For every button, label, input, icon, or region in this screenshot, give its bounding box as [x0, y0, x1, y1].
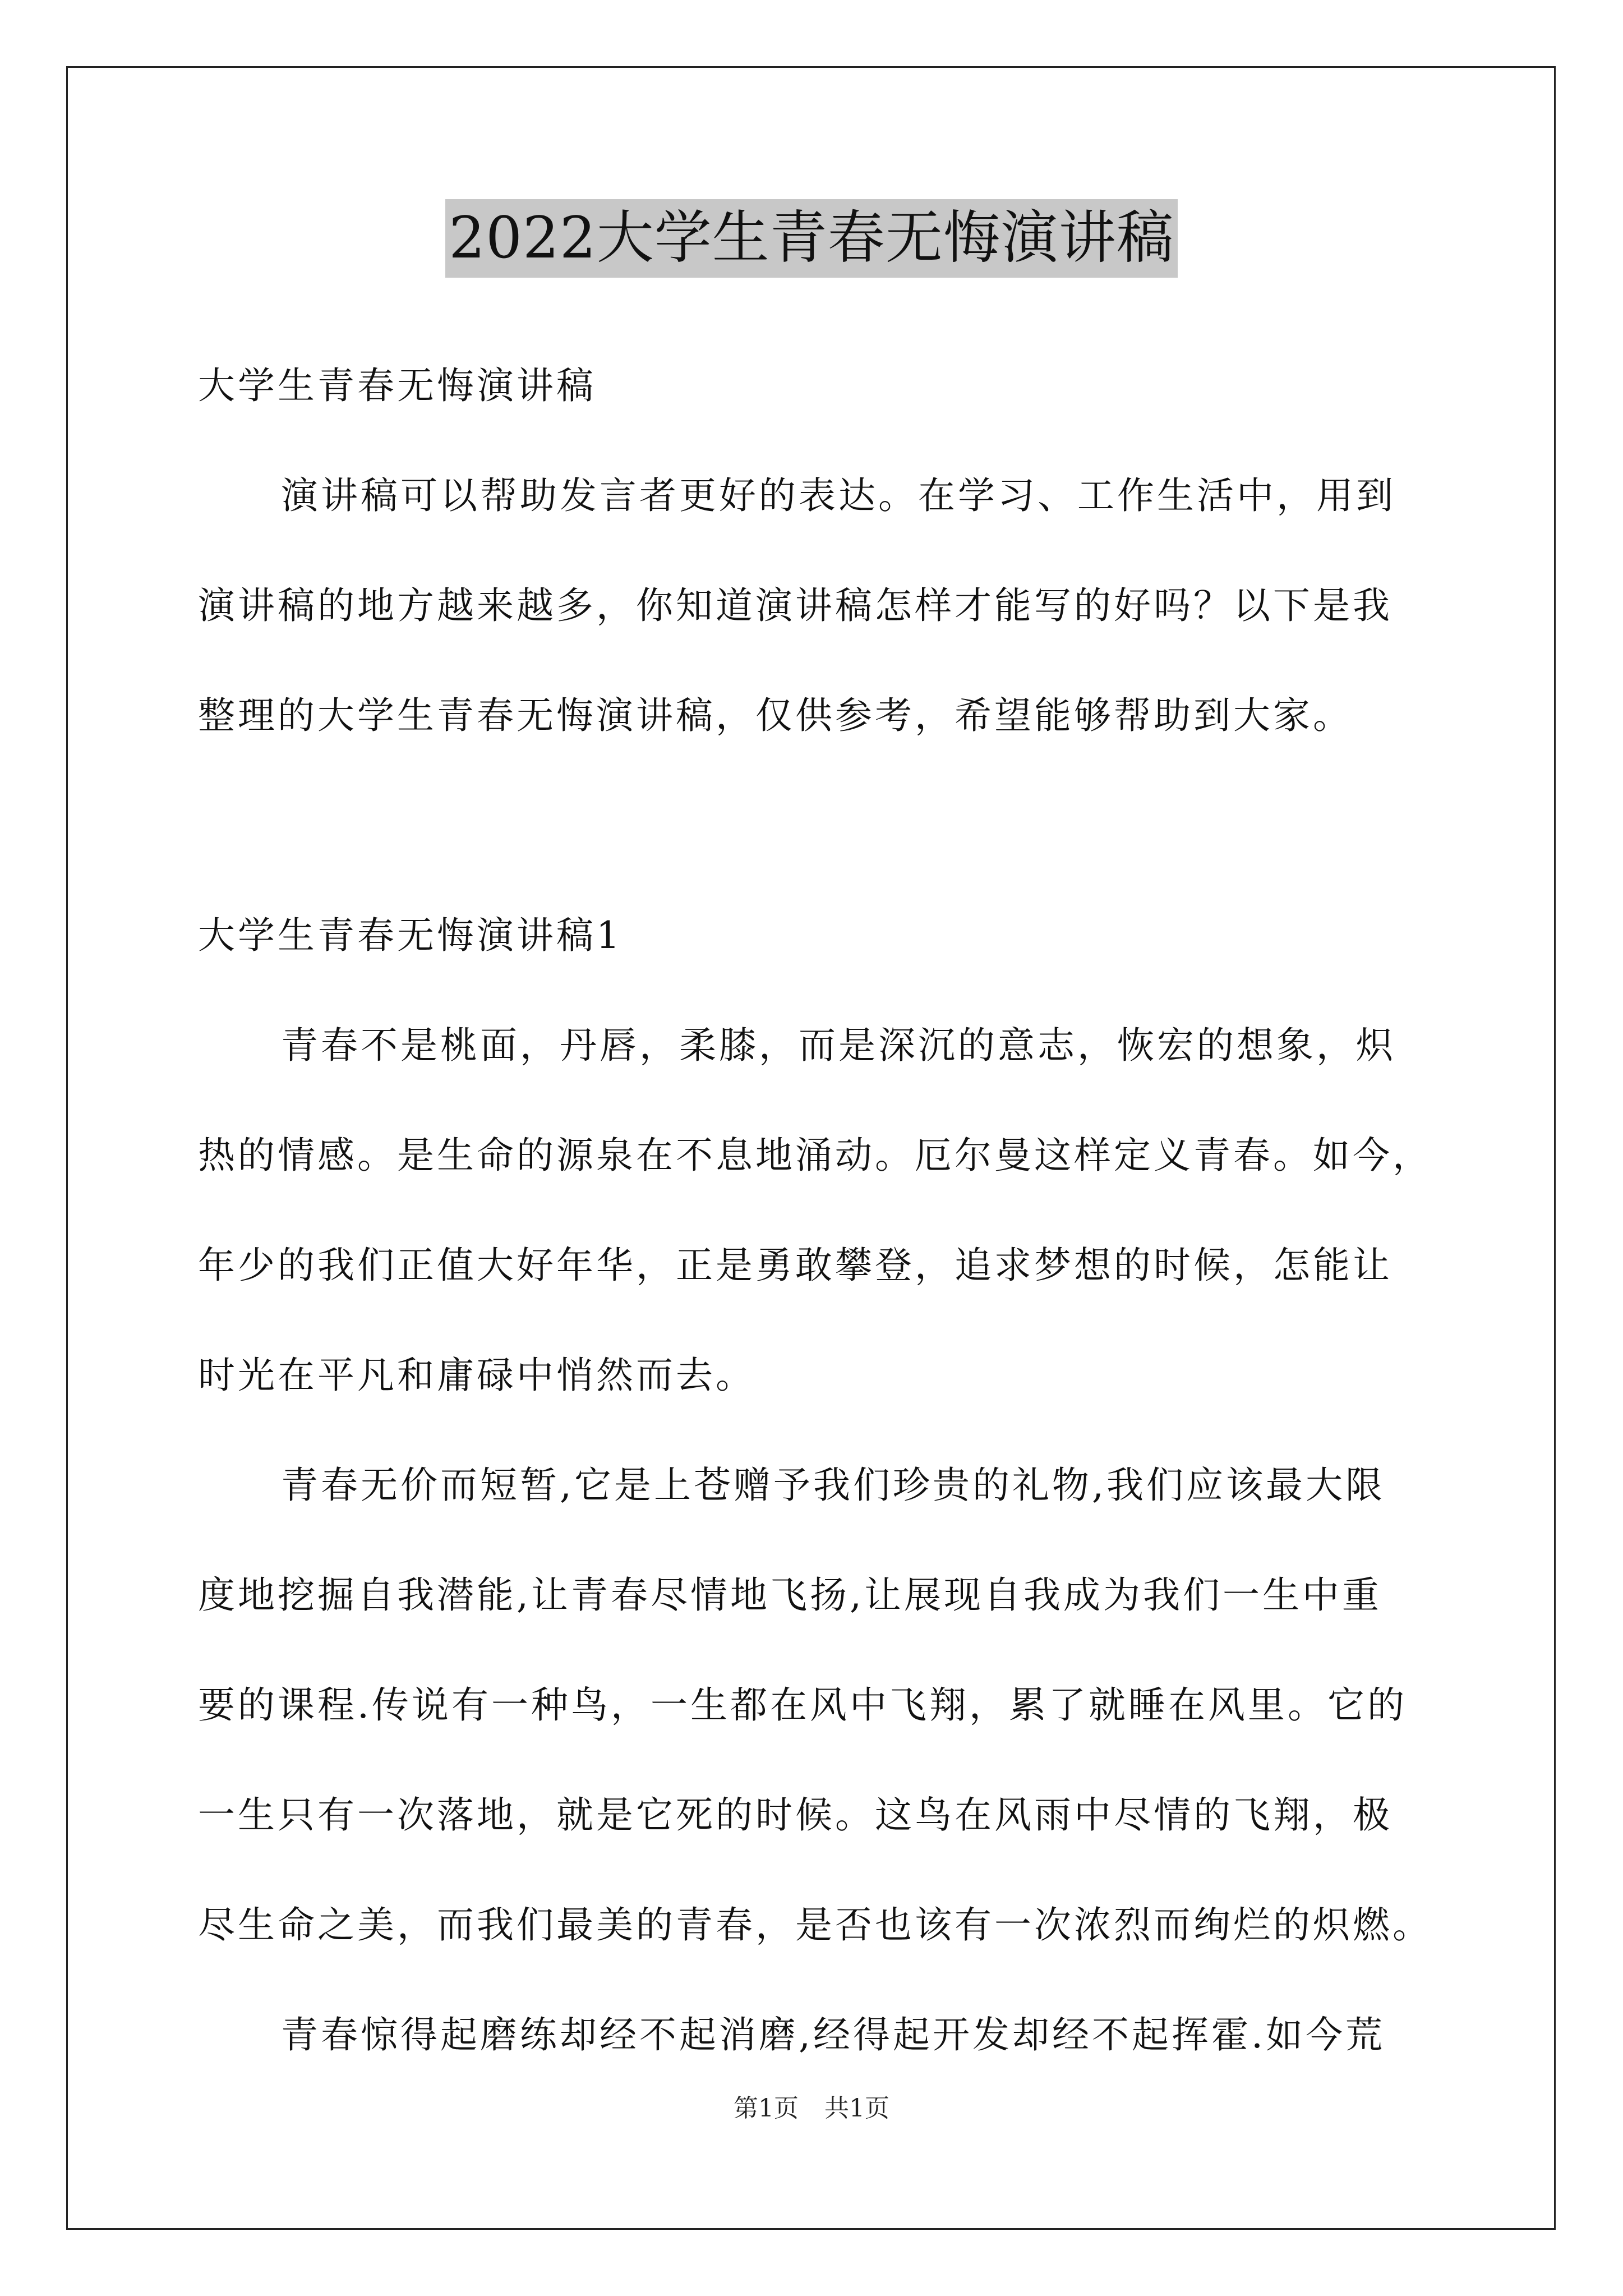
paragraph-line: 要的课程.传说有一种鸟，一生都在风中飞翔，累了就睡在风里。它的: [198, 1683, 1407, 1727]
paragraph-line: 青春不是桃面，丹唇，柔膝，而是深沉的意志，恢宏的想象，炽: [281, 1024, 1396, 1067]
title-container: [0, 199, 1623, 278]
document-title: 2022大学生青春无悔演讲稿: [445, 199, 1178, 278]
document-body: [198, 331, 1438, 2090]
paragraph-line: 一生只有一次落地，就是它死的时候。这鸟在风雨中尽情的飞翔，极: [198, 1793, 1393, 1837]
page-number: 第1页: [734, 2094, 799, 2123]
intro-line: 演讲稿的地方越来越多，你知道演讲稿怎样才能写的好吗？以下是我: [198, 584, 1393, 627]
spacer: [198, 771, 1438, 881]
paragraph-line: 青春惊得起磨练却经不起消磨,经得起开发却经不起挥霍.如今荒: [281, 2013, 1385, 2056]
paragraph-line: 热的情感。是生命的源泉在不息地涌动。厄尔曼这样定义青春。如今，: [198, 1134, 1432, 1177]
paragraph-line: 度地挖掘自我潜能,让青春尽情地飞扬,让展现自我成为我们一生中重: [198, 1573, 1382, 1617]
intro-line: 演讲稿可以帮助发言者更好的表达。在学习、工作生活中，用到: [281, 474, 1396, 517]
paragraph-line: 时光在平凡和庸碌中悄然而去。: [198, 1354, 755, 1397]
page-total: 共1页: [824, 2094, 889, 2123]
paragraph-line: 青春无价而短暂,它是上苍赠予我们珍贵的礼物,我们应该最大限: [281, 1464, 1385, 1507]
intro-line: 整理的大学生青春无悔演讲稿，仅供参考，希望能够帮助到大家。: [198, 694, 1353, 737]
page-footer: [0, 2088, 1623, 2124]
section-heading: 大学生青春无悔演讲稿1: [198, 914, 623, 957]
paragraph-line: 尽生命之美，而我们最美的青春，是否也该有一次浓烈而绚烂的炽燃。: [198, 1903, 1432, 1947]
subtitle: 大学生青春无悔演讲稿: [198, 364, 596, 407]
paragraph-line: 年少的我们正值大好年华，正是勇敢攀登，追求梦想的时候，怎能让: [198, 1244, 1393, 1287]
